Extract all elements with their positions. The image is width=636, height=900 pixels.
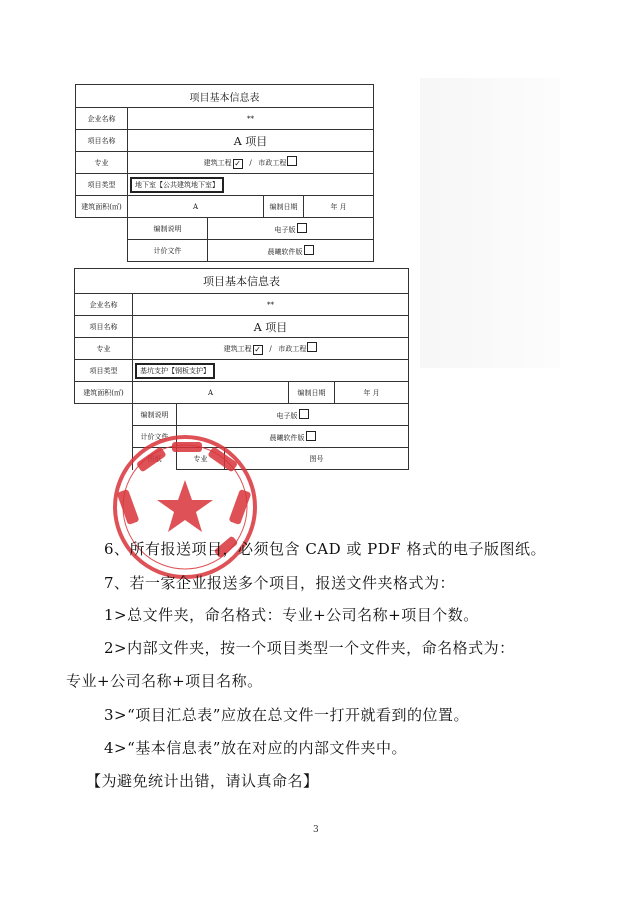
paragraph-7-1: 1>总文件夹，命名格式：专业+公司名称+项目个数。 (104, 606, 479, 624)
paragraph-7: 7、若一家企业报送多个项目，报送文件夹格式为： (104, 574, 456, 592)
table1-date-value: 年 月 (304, 196, 374, 218)
unchecked-box-icon (307, 342, 317, 352)
table1-desc-cell (208, 218, 374, 240)
paragraph-7-2a: 2>内部文件夹，按一个项目类型一个文件夹，命名格式为： (104, 639, 515, 657)
table1-sep: / (249, 159, 252, 167)
table1-major-opt1: 建筑工程 (203, 159, 232, 167)
table2-company-value: ** (133, 294, 409, 316)
table1-title: 项目基本信息表 (76, 85, 374, 108)
table2-major-label: 专业 (75, 338, 133, 360)
table1-project-value: A 项目 (128, 130, 374, 152)
table2-gap (75, 404, 133, 426)
table1-major-opt2: 市政工程 (258, 159, 287, 167)
table2-type-label: 项目类型 (75, 360, 133, 382)
table1-major-options (128, 152, 374, 174)
unchecked-box-icon (297, 223, 307, 233)
table1-company-value: ** (128, 108, 374, 130)
table2-file-value: 晨曦软件版 (269, 433, 305, 442)
table1-type-cell (128, 174, 374, 196)
naming-note: 【为避免统计出错，请认真命名】 (86, 772, 319, 790)
table1-desc-value: 电子版 (274, 225, 296, 234)
table2-drawing-count: 图号 (225, 448, 409, 470)
table1-type-value: 地下室【公共建筑地下室】 (130, 177, 224, 193)
table2-type-value: 基坑支护【钢板支护】 (135, 363, 215, 379)
background-shadow (420, 78, 560, 368)
table1-area-value: A (128, 196, 264, 218)
paragraph-7-4: 4>“基本信息表”放在对应的内部文件夹中。 (104, 739, 407, 757)
paragraph-6: 6、所有报送项目，必须包含 CAD 或 PDF 格式的电子版图纸。 (104, 540, 546, 558)
page-number: 3 (313, 825, 319, 835)
table2-drawing-major: 专业 (177, 448, 225, 470)
table2-desc-cell (177, 404, 409, 426)
table1-gap (76, 240, 128, 262)
table2-title: 项目基本信息表 (75, 269, 409, 294)
table2-desc-value: 电子版 (276, 411, 298, 420)
table1-type-label: 项目类型 (76, 174, 128, 196)
checked-box-icon: ✓ (254, 345, 261, 354)
paragraph-7-2b: 专业+公司名称+项目名称。 (66, 672, 263, 690)
table2-date-value: 年 月 (335, 382, 409, 404)
table1-date-label: 编制日期 (264, 196, 304, 218)
table1-company-label: 企业名称 (76, 108, 128, 130)
table2-type-cell (133, 360, 409, 382)
project-info-table-1 (75, 84, 374, 262)
table1-area-label: 建筑面积(㎡) (76, 196, 128, 218)
table2-date-label: 编制日期 (289, 382, 335, 404)
table2-major-opt1: 建筑工程 (223, 345, 252, 353)
table2-sep: / (269, 345, 272, 353)
unchecked-box-icon (287, 156, 297, 166)
table2-company-label: 企业名称 (75, 294, 133, 316)
table1-major-label: 专业 (76, 152, 128, 174)
table2-major-opt2: 市政工程 (278, 345, 307, 353)
table1-file-label: 计价文件 (128, 240, 208, 262)
table2-area-label: 建筑面积(㎡) (75, 382, 133, 404)
paragraph-7-3: 3>“项目汇总表”应放在总文件一打开就看到的位置。 (104, 706, 469, 724)
unchecked-box-icon (306, 431, 316, 441)
table1-file-value: 晨曦软件版 (267, 247, 303, 256)
table2-area-value: A (133, 382, 289, 404)
unchecked-box-icon (299, 409, 309, 419)
table2-desc-label: 编制说明 (133, 404, 177, 426)
checked-box-icon: ✓ (234, 159, 241, 168)
table2-major-options (133, 338, 409, 360)
unchecked-box-icon (304, 245, 314, 255)
official-seal-stamp (110, 432, 260, 582)
table1-project-label: 项目名称 (76, 130, 128, 152)
table2-project-value: A 项目 (133, 316, 409, 338)
table1-desc-label: 编制说明 (128, 218, 208, 240)
table1-gap (76, 218, 128, 240)
table1-file-cell (208, 240, 374, 262)
table2-file-label: 计价文件 (133, 426, 177, 448)
table2-project-label: 项目名称 (75, 316, 133, 338)
